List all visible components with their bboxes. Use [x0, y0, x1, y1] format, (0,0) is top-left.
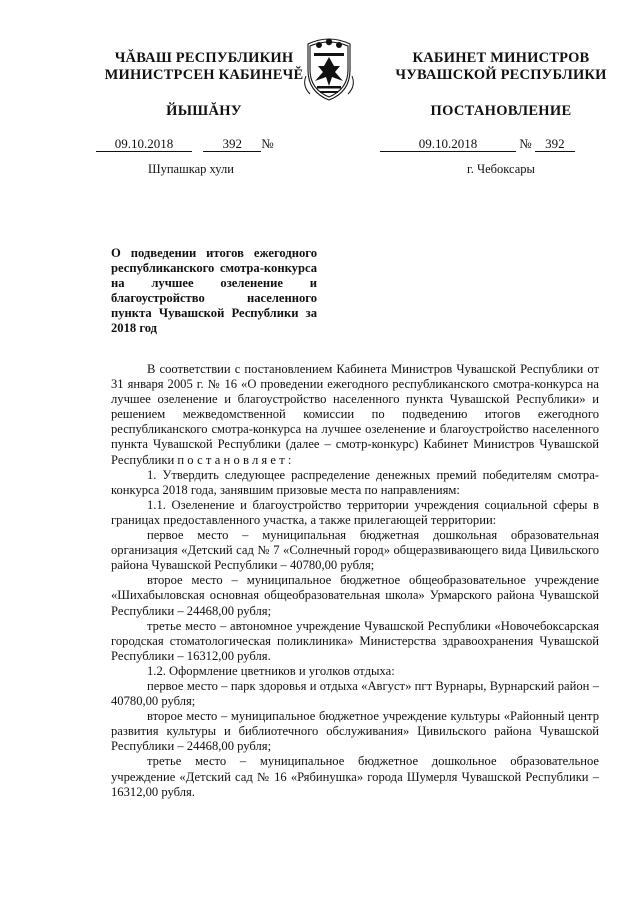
right-org-line2: ЧУВАШСКОЙ РЕСПУБЛИКИ [395, 67, 607, 83]
intro-verb: постановляет: [177, 452, 295, 467]
right-number-sign: № [519, 136, 532, 151]
left-number: 392 [203, 137, 261, 152]
right-org-line1: КАБИНЕТ МИНИСТРОВ [412, 50, 590, 66]
item-1-2-second: второе место – муниципальное бюджетное учреждение культуры «Районный центр развития культуры и библиотечного обслуживания» Цивильского района Чувашской Республики – 24468,00 рубля; [111, 709, 599, 754]
item-1-2-third: третье место – муниципальное бюджетное дошкольное образовательное учреждение «Детский сад № 16 «Рябинушка» города Шумерля Чувашской Республики – 16312,00 рубля. [111, 754, 599, 799]
item-1-2: 1.2. Оформление цветников и уголков отдыха: [147, 663, 395, 678]
right-doc-number [380, 136, 575, 152]
left-org-line1: ЧĂВАШ РЕСПУБЛИКИН [114, 50, 294, 66]
chuvash-emblem-icon [300, 36, 358, 102]
right-doc-type: ПОСТАНОВЛЕНИЕ [430, 103, 572, 119]
item-1: 1. Утвердить следующее распределение денежных премий победителям смотра-конкурса 2018 года, занявшим призовые места по направлениям: [111, 467, 599, 497]
item-1-1-first: первое место – муниципальная бюджетная дошкольная образовательная организация «Детский сад № 7 «Солнечный город» общеразвивающего вида Цивильского района Чувашской Республики – 40780,00 рубля; [111, 528, 599, 573]
right-header [372, 50, 630, 120]
left-doc-type: ЙЫШĂНУ [166, 103, 242, 119]
left-date: 09.10.2018 [96, 137, 192, 152]
place-right: г. Чебоксары [467, 162, 535, 176]
left-header [96, 50, 312, 120]
item-1-1: 1.1. Озеленение и благоустройство территории учреждения социальной сферы в границах предоставленного участка, а также прилегающей территории: [111, 497, 599, 527]
left-number-sign: № [261, 136, 274, 151]
item-1-1-second: второе место – муниципальное бюджетное общеобразовательное учреждение «Шихабыловская основная общеобразовательная школа» Урмарского района Чувашской Республики – 24468,00 рубля; [111, 573, 599, 618]
place-left: Шупашкар хули [148, 162, 234, 176]
item-1-1-third: третье место – автономное учреждение Чувашской Республики «Новочебоксарская городская стоматологическая поликлиника» Министерства здравоохранения Чувашской Республики – 16312,00 рубля. [111, 618, 599, 663]
item-1-2-first: первое место – парк здоровья и отдыха «Август» пгт Вурнары, Вурнарский район – 40780,00 рубля; [111, 678, 599, 709]
right-number: 392 [535, 137, 575, 152]
document-title: О подведении итогов ежегодного республиканского смотра-конкурса на лучшее озеленение и благоустройство населенного пункта Чувашской Республики за 2018 год [111, 246, 317, 336]
intro-text: В соответствии с постановлением Кабинета Министров Чувашской Республики от 31 января 2005 г. № 16 «О проведении ежегодного республиканского смотра-конкурса на лучшее озеленение и благоустройство населенного пункта Чувашской Республики» и решением межведомственной комиссии по подведению итогов ежегодного республиканского смотра-конкурса на лучшее озеленение и благоустройство населенного пункта Чувашской Республики (далее – смотр-конкурс) Кабинет Министров Чувашской Республики [111, 362, 599, 467]
document-body [111, 362, 599, 800]
right-date: 09.10.2018 [380, 137, 516, 152]
left-doc-number [96, 136, 274, 152]
intro-paragraph [111, 362, 599, 468]
left-org-line2: МИНИСТРСЕН КАБИНЕЧĔ [104, 67, 304, 83]
